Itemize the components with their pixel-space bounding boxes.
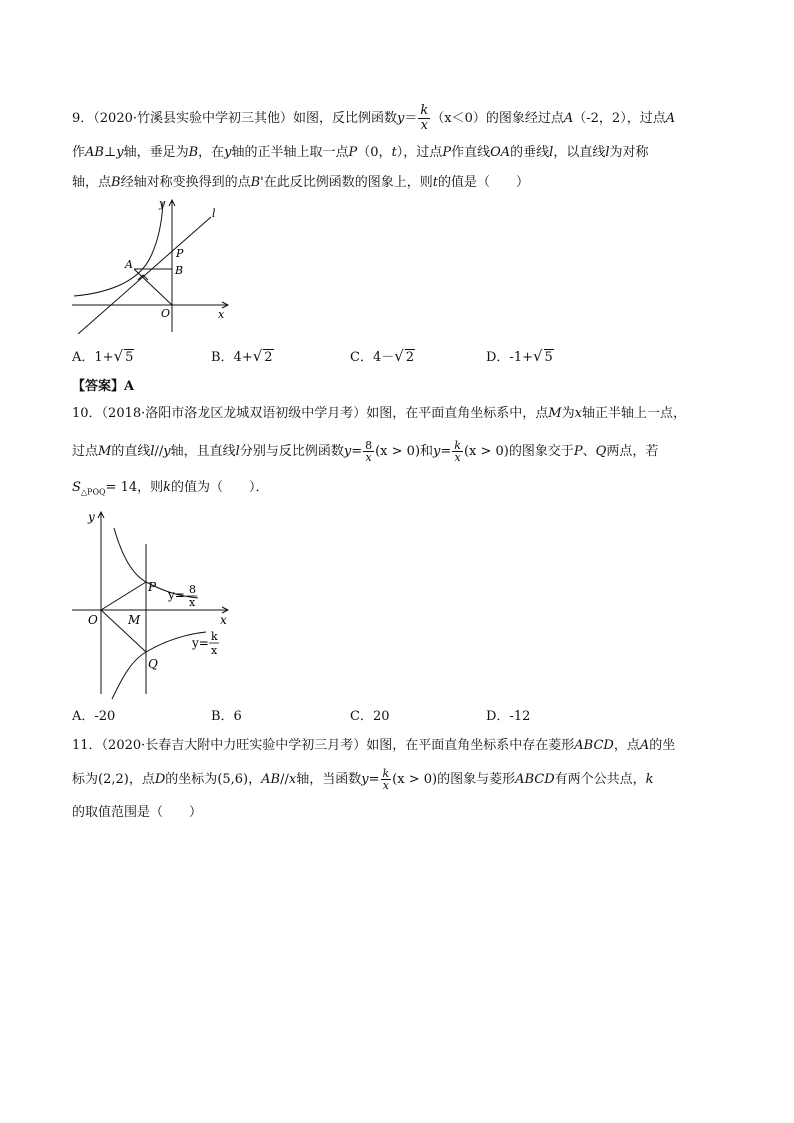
q10-text: 轴，且直线 bbox=[170, 444, 236, 459]
q9-text: （-2，2），过点 bbox=[573, 111, 666, 126]
q9-var-y: y bbox=[397, 111, 405, 126]
q11-text: 的坐 bbox=[649, 738, 676, 753]
q10-label-Q: Q bbox=[148, 657, 158, 671]
q10-option-a[interactable]: A．-20 bbox=[72, 709, 116, 724]
q10-text: 两点，若 bbox=[606, 444, 659, 459]
q9-var-P: P bbox=[442, 145, 452, 160]
q9-option-d[interactable] bbox=[486, 346, 554, 365]
q11-fraction bbox=[381, 768, 392, 791]
q10-frac-den: x bbox=[365, 451, 372, 464]
q10-subscript: △POQ bbox=[80, 487, 106, 497]
q9-line-l bbox=[78, 217, 211, 334]
q10-label-f1-num: 8 bbox=[189, 583, 196, 596]
q9-label-x: x bbox=[218, 308, 225, 321]
q11-text: 11．（2020·长春吉大附中力旺实验中学初三月考）如图，在平面直角坐标系中存在菱形 bbox=[72, 738, 575, 753]
q9-var-l: l bbox=[549, 145, 554, 160]
q9-var-B: B bbox=[250, 175, 261, 190]
radical-sign: √ bbox=[113, 347, 124, 365]
q10-label-x: x bbox=[220, 613, 227, 627]
q10-text: 的值为（ ）． bbox=[171, 480, 269, 495]
q10-equals: = bbox=[440, 444, 452, 459]
q10-parallel: // bbox=[154, 444, 164, 459]
q9-text: 的垂线 bbox=[510, 145, 550, 160]
radicand: 2 bbox=[405, 350, 415, 365]
q11-var-ABCD: ABCD bbox=[515, 772, 555, 787]
q10-condition: (x > 0) bbox=[375, 444, 421, 459]
q9-var-y: y bbox=[224, 145, 232, 160]
radical-sign: √ bbox=[252, 347, 263, 365]
q9-text: 作直线 bbox=[451, 145, 491, 160]
q10-text: 、 bbox=[582, 444, 596, 459]
q10-var-y: y bbox=[163, 444, 171, 459]
q9-text: ），过点 bbox=[396, 145, 443, 160]
q10-var-S: S bbox=[72, 480, 81, 495]
q9-answer: 【答案】A bbox=[72, 379, 135, 394]
q11-frac-num: k bbox=[382, 767, 390, 780]
q9-hyperbola bbox=[74, 202, 163, 296]
q9-var-AB: AB bbox=[85, 145, 104, 160]
q10-var-y: y bbox=[343, 444, 352, 459]
q9-segment-OA bbox=[134, 269, 172, 305]
q11-var-ABCD: ABCD bbox=[574, 738, 614, 753]
q11-equals: = bbox=[368, 772, 380, 787]
q10-label-f2-den: x bbox=[211, 644, 218, 657]
q9-text: 轴，垂足为 bbox=[123, 145, 189, 160]
q10-text: 和 bbox=[420, 444, 434, 459]
q9-var-B: B bbox=[188, 145, 199, 160]
q10-label-P: P bbox=[148, 580, 157, 594]
q10-var-M: M bbox=[98, 444, 112, 459]
q11-line-2 bbox=[72, 768, 654, 791]
q10-text: ，则 bbox=[137, 480, 164, 495]
q9-label-A: A bbox=[125, 258, 133, 271]
q9-option-a[interactable] bbox=[72, 346, 134, 365]
q9-option-c[interactable] bbox=[350, 346, 415, 365]
q9-option-b[interactable] bbox=[211, 346, 274, 365]
q10-var-x: x bbox=[574, 406, 582, 421]
q10-text: 轴正半轴上一点， bbox=[581, 406, 686, 421]
q10-text: 的图象交于 bbox=[508, 444, 574, 459]
q11-line-1 bbox=[72, 736, 675, 756]
q9-text: （0， bbox=[357, 145, 392, 160]
q10-text: 10．（2018·洛阳市洛龙区龙城双语初级中学月考）如图，在平面直角坐标系中，点 bbox=[72, 406, 549, 421]
q9-fraction bbox=[418, 104, 430, 133]
q9-figure bbox=[68, 192, 238, 334]
q9-var-P: P bbox=[348, 145, 358, 160]
radical-sign: √ bbox=[394, 347, 404, 365]
q9-text: 9．（2020·竹溪县实验中学初三其他）如图，反比例函数 bbox=[72, 111, 397, 126]
q10-equals: = bbox=[351, 444, 363, 459]
q9-var-t: t bbox=[432, 175, 438, 190]
q9-line-3 bbox=[72, 173, 529, 193]
q9-var-B: B bbox=[111, 175, 121, 190]
q10-figure bbox=[68, 506, 243, 700]
radicand: 2 bbox=[264, 350, 273, 365]
q10-label-f1: y= bbox=[168, 588, 185, 602]
q10-text: 为 bbox=[561, 406, 575, 421]
q10-frac-den: x bbox=[454, 451, 461, 464]
q9-var-y: y bbox=[116, 145, 124, 160]
q11-text: ，点 bbox=[613, 738, 640, 753]
q10-text: = 14 bbox=[105, 480, 138, 495]
q9-var-OA: OA bbox=[490, 145, 511, 160]
q9-var-l: l bbox=[605, 145, 610, 160]
q11-var-A: A bbox=[639, 738, 650, 753]
q9-var-A: A bbox=[563, 111, 574, 126]
q9-perp: ⊥ bbox=[103, 145, 117, 160]
q11-text: 有两个公共点， bbox=[554, 772, 646, 787]
q10-segment-OP bbox=[101, 582, 146, 610]
q11-frac-den: x bbox=[382, 779, 389, 792]
q11-parallel: // bbox=[280, 772, 289, 787]
q10-line-3 bbox=[72, 478, 269, 503]
q10-label-M: M bbox=[128, 613, 141, 627]
q10-text: 过点 bbox=[72, 444, 99, 459]
q9-label-O: O bbox=[161, 307, 171, 320]
q9-text: 的值是（ ） bbox=[437, 175, 529, 190]
radicand: 5 bbox=[544, 350, 553, 365]
q9-equals: ＝ bbox=[404, 111, 418, 126]
q10-var-Q: Q bbox=[595, 444, 607, 459]
q10-frac-num: 8 bbox=[365, 439, 373, 452]
q10-var-k: k bbox=[163, 480, 172, 495]
option-label: B．4+ bbox=[211, 350, 253, 365]
q10-var-P: P bbox=[573, 444, 583, 459]
q9-text: ，在 bbox=[198, 145, 225, 160]
q9-text: 为对称 bbox=[609, 145, 649, 160]
q9-line-1 bbox=[72, 104, 675, 133]
q11-text: ，点 bbox=[128, 772, 155, 787]
q11-var-k: k bbox=[645, 772, 654, 787]
q11-point-D: (5,6) bbox=[217, 772, 249, 787]
q10-label-y: y bbox=[88, 510, 95, 524]
q9-label-l: l bbox=[212, 207, 216, 220]
q9-frac-den: x bbox=[420, 118, 428, 133]
q11-line-3 bbox=[72, 803, 202, 823]
q9-frac-num: k bbox=[420, 103, 429, 118]
q11-var-x: x bbox=[288, 772, 297, 787]
q11-condition: (x > 0) bbox=[392, 772, 438, 787]
q9-var-t: t bbox=[391, 145, 397, 160]
option-label: C．4－ bbox=[350, 350, 395, 365]
q10-label-O: O bbox=[88, 613, 98, 627]
q10-frac-num: k bbox=[454, 439, 461, 452]
radical-sign: √ bbox=[532, 347, 543, 365]
q10-option-c[interactable]: C．20 bbox=[350, 709, 390, 724]
option-label: D．-1+ bbox=[486, 350, 533, 365]
q11-var-y: y bbox=[361, 772, 369, 787]
q10-var-l: l bbox=[150, 444, 155, 459]
q11-var-D: D bbox=[154, 772, 166, 787]
q11-point-A: (2,2) bbox=[98, 772, 129, 787]
q10-var-l: l bbox=[235, 444, 240, 459]
q10-var-y: y bbox=[433, 444, 441, 459]
q10-condition: (x > 0) bbox=[463, 444, 509, 459]
q11-text: 的坐标为 bbox=[165, 772, 218, 787]
q9-text: 轴的正半轴上取一点 bbox=[231, 145, 349, 160]
q9-text: 经轴对称变换得到的点 bbox=[120, 175, 251, 190]
q10-text: 分别与反比例函数 bbox=[239, 444, 344, 459]
q9-label-y: y bbox=[159, 197, 166, 210]
q9-text: 作 bbox=[72, 145, 86, 160]
q10-label-f2: y= bbox=[192, 636, 209, 650]
q11-text: ， bbox=[248, 772, 262, 787]
q10-fraction-1 bbox=[363, 440, 374, 463]
q10-line-2 bbox=[72, 440, 658, 463]
radicand: 5 bbox=[125, 350, 134, 365]
q9-condition: （x＜0）的图象经过点 bbox=[431, 111, 564, 126]
q11-text: 轴，当函数 bbox=[296, 772, 362, 787]
q9-label-P: P bbox=[176, 247, 184, 260]
q9-var-A: A bbox=[665, 111, 676, 126]
q9-text: 轴，点 bbox=[72, 175, 112, 190]
q10-text: 的直线 bbox=[111, 444, 151, 459]
q10-label-f2-num: k bbox=[211, 630, 218, 643]
q11-var-AB: AB bbox=[261, 772, 281, 787]
q9-text: '在此反比例函数的图象上，则 bbox=[260, 175, 433, 190]
q10-var-M: M bbox=[548, 406, 562, 421]
option-label: A．1+ bbox=[72, 350, 114, 365]
q11-text: 的图象与菱形 bbox=[437, 772, 516, 787]
q10-line-1 bbox=[72, 404, 686, 424]
q9-line-2 bbox=[72, 143, 649, 163]
q10-option-d[interactable]: D．-12 bbox=[486, 709, 531, 724]
q10-fraction-2 bbox=[452, 440, 463, 463]
q10-option-b[interactable]: B．6 bbox=[211, 709, 242, 724]
q10-label-f1-den: x bbox=[189, 596, 196, 609]
q11-text: 的取值范围是（ ） bbox=[72, 805, 203, 820]
q9-label-B: B bbox=[175, 264, 184, 277]
q11-text: 标为 bbox=[72, 772, 99, 787]
q9-text: ，以直线 bbox=[553, 145, 606, 160]
